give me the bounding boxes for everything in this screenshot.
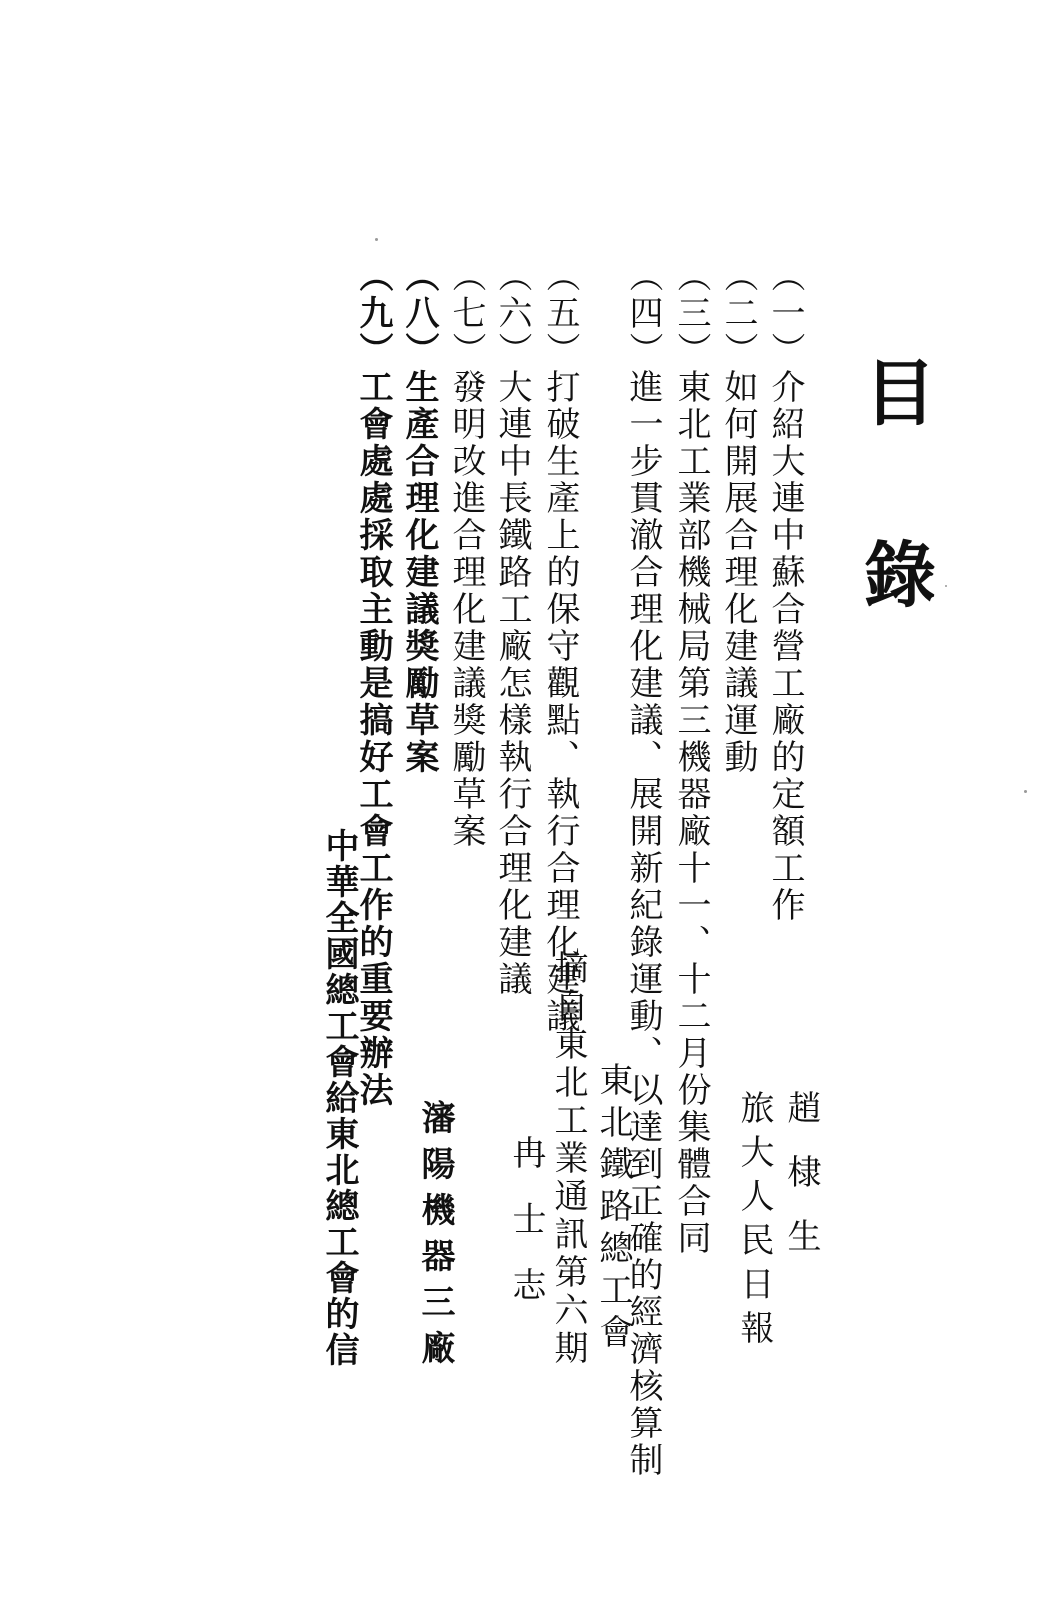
source-author-4: 冉士志 (506, 1135, 546, 1333)
page-title: 目錄 (852, 355, 937, 719)
toc-entry-5: （五）打破生產上的保守觀點、執行合理化建議 (540, 258, 580, 1035)
scan-speck (945, 585, 947, 587)
toc-entry-9: （九）工會處處採取主動是搞好工會工作的重要辦法 (353, 258, 393, 1109)
source-author-2: 旅大人民日報 (734, 1090, 774, 1354)
source-author-5: 摘自東北工業通訊第六期 (548, 950, 588, 1368)
source-author-7: 中華全國總工會給東北總工會的信 (319, 828, 359, 1368)
source-author-1: 趙棣生 (781, 1090, 821, 1282)
toc-entry-2: （二）如何開展合理化建議運動 (718, 258, 758, 776)
source-author-3: 東北鐵路總工會 (593, 1062, 633, 1356)
source-author-6: 瀋陽機器三廠 (415, 1100, 455, 1376)
toc-entry-8: （八）生產合理化建議獎勵草案 (399, 258, 439, 776)
scan-speck (375, 238, 378, 241)
toc-entry-7: （七）發明改進合理化建議獎勵草案 (446, 258, 486, 850)
toc-entry-6: （六）大連中長鐵路工廠怎樣執行合理化建議 (492, 258, 532, 998)
toc-entry-4: （四）進一步貫澈合理化建議、展開新紀錄運動、以達到正確的經濟核算制 (623, 258, 663, 1479)
toc-entry-3: （三）東北工業部機械局第三機器廠十一、十二月份集體合同 (671, 258, 711, 1257)
scan-speck (1024, 790, 1027, 793)
toc-entry-1: （一）介紹大連中蘇合營工廠的定額工作 (765, 258, 805, 924)
